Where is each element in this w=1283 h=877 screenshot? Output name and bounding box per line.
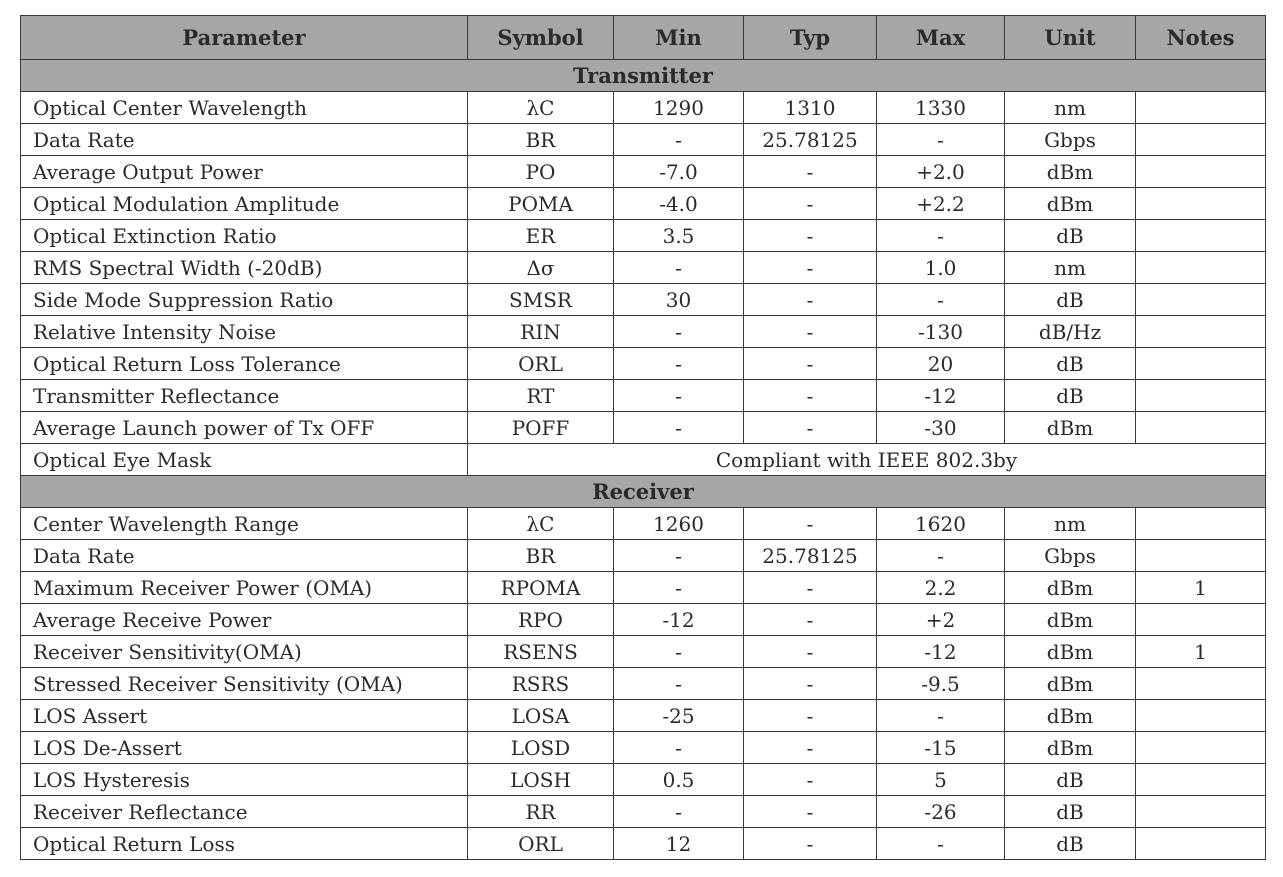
table-row <box>21 444 1266 476</box>
cell-notes <box>1136 828 1266 860</box>
cell-max: 1330 <box>877 92 1005 124</box>
table-row <box>21 668 1266 700</box>
cell-notes <box>1136 604 1266 636</box>
cell-unit: nm <box>1005 508 1136 540</box>
cell-min: 1260 <box>614 508 744 540</box>
cell-unit: dB <box>1005 348 1136 380</box>
cell-symbol: BR <box>468 124 614 156</box>
transmitter-section-title: Transmitter <box>21 60 1266 92</box>
cell-unit: dB <box>1005 284 1136 316</box>
cell-typ: - <box>744 668 877 700</box>
cell-symbol: PO <box>468 156 614 188</box>
cell-parameter: LOS Hysteresis <box>21 764 468 796</box>
cell-unit: dBm <box>1005 412 1136 444</box>
cell-eye-mask-value: Compliant with IEEE 802.3by <box>468 444 1266 476</box>
cell-typ: - <box>744 636 877 668</box>
table-row <box>21 764 1266 796</box>
cell-unit: dBm <box>1005 700 1136 732</box>
cell-max: 5 <box>877 764 1005 796</box>
cell-max: - <box>877 220 1005 252</box>
table-row <box>21 572 1266 604</box>
cell-typ: 1310 <box>744 92 877 124</box>
header-min: Min <box>614 16 744 60</box>
cell-min: - <box>614 796 744 828</box>
spec-table <box>20 15 1266 860</box>
cell-min: - <box>614 732 744 764</box>
cell-max: -26 <box>877 796 1005 828</box>
table-row <box>21 700 1266 732</box>
cell-parameter: Optical Eye Mask <box>21 444 468 476</box>
cell-typ: - <box>744 188 877 220</box>
header-notes: Notes <box>1136 16 1266 60</box>
table-row <box>21 188 1266 220</box>
cell-typ: - <box>744 284 877 316</box>
cell-max: -9.5 <box>877 668 1005 700</box>
cell-min: - <box>614 540 744 572</box>
cell-max: -30 <box>877 412 1005 444</box>
table-row <box>21 252 1266 284</box>
cell-min: - <box>614 348 744 380</box>
cell-symbol: LOSH <box>468 764 614 796</box>
cell-parameter: Optical Extinction Ratio <box>21 220 468 252</box>
cell-typ: - <box>744 156 877 188</box>
cell-unit: dBm <box>1005 156 1136 188</box>
receiver-section-row <box>21 476 1266 508</box>
cell-min: 30 <box>614 284 744 316</box>
cell-notes <box>1136 92 1266 124</box>
cell-symbol: ER <box>468 220 614 252</box>
cell-parameter: Data Rate <box>21 540 468 572</box>
cell-notes <box>1136 252 1266 284</box>
cell-typ: - <box>744 764 877 796</box>
cell-notes <box>1136 124 1266 156</box>
cell-notes <box>1136 668 1266 700</box>
cell-max: 1620 <box>877 508 1005 540</box>
cell-parameter: Side Mode Suppression Ratio <box>21 284 468 316</box>
cell-typ: - <box>744 316 877 348</box>
cell-symbol: RPOMA <box>468 572 614 604</box>
table-row <box>21 540 1266 572</box>
cell-notes: 1 <box>1136 636 1266 668</box>
cell-min: - <box>614 412 744 444</box>
cell-parameter: LOS Assert <box>21 700 468 732</box>
cell-unit: dB <box>1005 828 1136 860</box>
cell-symbol: POFF <box>468 412 614 444</box>
cell-notes <box>1136 284 1266 316</box>
cell-unit: dB <box>1005 796 1136 828</box>
cell-symbol: BR <box>468 540 614 572</box>
cell-parameter: Optical Return Loss Tolerance <box>21 348 468 380</box>
cell-min: - <box>614 252 744 284</box>
cell-unit: dBm <box>1005 188 1136 220</box>
cell-notes <box>1136 380 1266 412</box>
cell-symbol: RSENS <box>468 636 614 668</box>
cell-typ: - <box>744 252 877 284</box>
cell-min: 3.5 <box>614 220 744 252</box>
cell-symbol: LOSD <box>468 732 614 764</box>
cell-notes <box>1136 764 1266 796</box>
cell-min: -25 <box>614 700 744 732</box>
table-body <box>21 60 1266 860</box>
cell-parameter: Relative Intensity Noise <box>21 316 468 348</box>
cell-notes: 1 <box>1136 572 1266 604</box>
cell-min: - <box>614 636 744 668</box>
cell-notes <box>1136 796 1266 828</box>
table-row <box>21 412 1266 444</box>
transmitter-section-row <box>21 60 1266 92</box>
cell-min: - <box>614 380 744 412</box>
cell-parameter: Average Output Power <box>21 156 468 188</box>
cell-parameter: Data Rate <box>21 124 468 156</box>
cell-notes <box>1136 156 1266 188</box>
cell-notes <box>1136 540 1266 572</box>
cell-parameter: Optical Return Loss <box>21 828 468 860</box>
cell-max: +2.2 <box>877 188 1005 220</box>
cell-unit: nm <box>1005 252 1136 284</box>
cell-unit: Gbps <box>1005 124 1136 156</box>
header-symbol: Symbol <box>468 16 614 60</box>
cell-min: - <box>614 124 744 156</box>
cell-min: - <box>614 668 744 700</box>
cell-parameter: Stressed Receiver Sensitivity (OMA) <box>21 668 468 700</box>
cell-symbol: λC <box>468 508 614 540</box>
cell-max: - <box>877 540 1005 572</box>
header-typ: Typ <box>744 16 877 60</box>
cell-unit: dBm <box>1005 732 1136 764</box>
table-row <box>21 348 1266 380</box>
cell-max: - <box>877 700 1005 732</box>
cell-max: 20 <box>877 348 1005 380</box>
table-row <box>21 828 1266 860</box>
cell-notes <box>1136 732 1266 764</box>
table-row <box>21 124 1266 156</box>
cell-unit: dB <box>1005 764 1136 796</box>
receiver-section-title: Receiver <box>21 476 1266 508</box>
cell-typ: - <box>744 796 877 828</box>
cell-min: -4.0 <box>614 188 744 220</box>
cell-unit: Gbps <box>1005 540 1136 572</box>
cell-symbol: RR <box>468 796 614 828</box>
table-row <box>21 636 1266 668</box>
cell-parameter: Average Launch power of Tx OFF <box>21 412 468 444</box>
table-row <box>21 92 1266 124</box>
cell-parameter: Receiver Reflectance <box>21 796 468 828</box>
table-row <box>21 508 1266 540</box>
cell-min: - <box>614 572 744 604</box>
cell-max: -12 <box>877 636 1005 668</box>
cell-notes <box>1136 348 1266 380</box>
cell-parameter: Optical Modulation Amplitude <box>21 188 468 220</box>
cell-max: -15 <box>877 732 1005 764</box>
cell-unit: dBm <box>1005 668 1136 700</box>
cell-parameter: LOS De-Assert <box>21 732 468 764</box>
cell-symbol: RSRS <box>468 668 614 700</box>
cell-symbol: ORL <box>468 828 614 860</box>
cell-min: 12 <box>614 828 744 860</box>
cell-notes <box>1136 316 1266 348</box>
cell-max: - <box>877 284 1005 316</box>
cell-max: -130 <box>877 316 1005 348</box>
cell-typ: - <box>744 700 877 732</box>
table-row <box>21 284 1266 316</box>
cell-typ: - <box>744 348 877 380</box>
cell-parameter: Receiver Sensitivity(OMA) <box>21 636 468 668</box>
cell-typ: 25.78125 <box>744 124 877 156</box>
cell-max: +2 <box>877 604 1005 636</box>
cell-typ: - <box>744 412 877 444</box>
cell-min: - <box>614 316 744 348</box>
cell-min: 0.5 <box>614 764 744 796</box>
header-max: Max <box>877 16 1005 60</box>
cell-min: 1290 <box>614 92 744 124</box>
cell-max: 2.2 <box>877 572 1005 604</box>
table-row <box>21 156 1266 188</box>
table-row <box>21 380 1266 412</box>
cell-parameter: Center Wavelength Range <box>21 508 468 540</box>
cell-max: +2.0 <box>877 156 1005 188</box>
cell-typ: - <box>744 572 877 604</box>
cell-parameter: Optical Center Wavelength <box>21 92 468 124</box>
table-row <box>21 220 1266 252</box>
cell-unit: dB <box>1005 220 1136 252</box>
cell-parameter: Maximum Receiver Power (OMA) <box>21 572 468 604</box>
cell-unit: dB/Hz <box>1005 316 1136 348</box>
cell-parameter: Average Receive Power <box>21 604 468 636</box>
cell-parameter: RMS Spectral Width (-20dB) <box>21 252 468 284</box>
cell-min: -12 <box>614 604 744 636</box>
cell-max: - <box>877 124 1005 156</box>
header-parameter: Parameter <box>21 16 468 60</box>
cell-symbol: λC <box>468 92 614 124</box>
header-unit: Unit <box>1005 16 1136 60</box>
cell-notes <box>1136 412 1266 444</box>
cell-symbol: RT <box>468 380 614 412</box>
cell-unit: dB <box>1005 380 1136 412</box>
cell-max: -12 <box>877 380 1005 412</box>
cell-typ: - <box>744 828 877 860</box>
cell-unit: dBm <box>1005 572 1136 604</box>
cell-symbol: ORL <box>468 348 614 380</box>
cell-notes <box>1136 700 1266 732</box>
table-row <box>21 796 1266 828</box>
cell-parameter: Transmitter Reflectance <box>21 380 468 412</box>
cell-min: -7.0 <box>614 156 744 188</box>
cell-notes <box>1136 508 1266 540</box>
cell-unit: dBm <box>1005 636 1136 668</box>
cell-symbol: LOSA <box>468 700 614 732</box>
cell-notes <box>1136 188 1266 220</box>
cell-max: 1.0 <box>877 252 1005 284</box>
cell-typ: - <box>744 732 877 764</box>
cell-unit: dBm <box>1005 604 1136 636</box>
cell-symbol: POMA <box>468 188 614 220</box>
cell-typ: 25.78125 <box>744 540 877 572</box>
cell-symbol: Δσ <box>468 252 614 284</box>
cell-typ: - <box>744 508 877 540</box>
cell-typ: - <box>744 380 877 412</box>
table-row <box>21 316 1266 348</box>
cell-typ: - <box>744 604 877 636</box>
cell-notes <box>1136 220 1266 252</box>
cell-unit: nm <box>1005 92 1136 124</box>
cell-symbol: SMSR <box>468 284 614 316</box>
cell-symbol: RIN <box>468 316 614 348</box>
cell-symbol: RPO <box>468 604 614 636</box>
cell-max: - <box>877 828 1005 860</box>
header-row <box>21 16 1266 60</box>
table-row <box>21 732 1266 764</box>
table-row <box>21 604 1266 636</box>
cell-typ: - <box>744 220 877 252</box>
